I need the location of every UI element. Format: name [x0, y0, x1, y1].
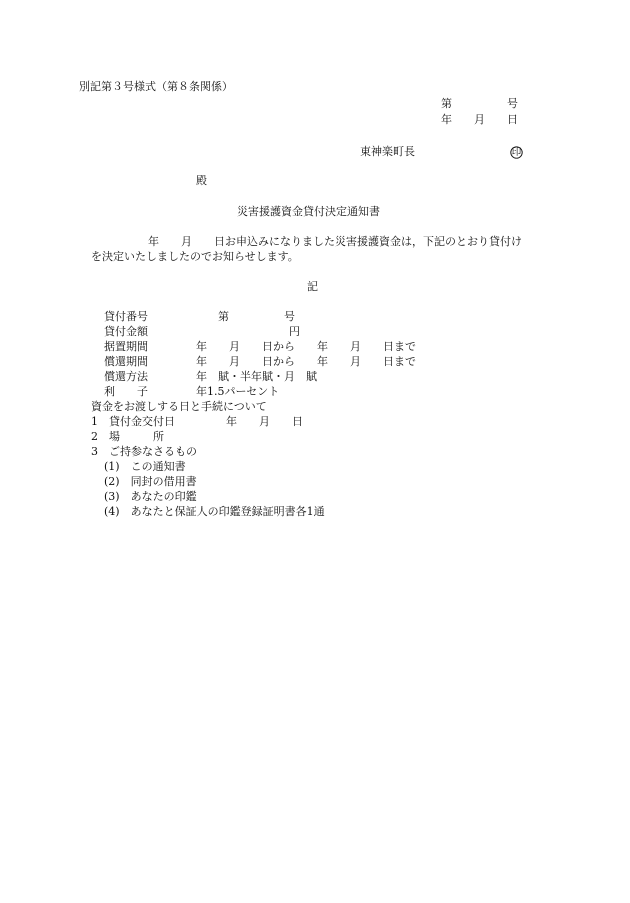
body-line-1: 年 月 日お申込みになりました災害援護資金は，下記のとおり貸付け — [148, 235, 522, 248]
addressee-suffix: 殿 — [196, 174, 207, 187]
document-title: 災害援護資金貸付決定通知書 — [237, 205, 380, 218]
document-date: 年 月 日 — [441, 113, 518, 126]
delivery-date-label: 1 貸付金交付日 — [91, 415, 175, 428]
item-grace-period-value: 年 月 日から 年 月 日まで — [196, 340, 416, 353]
body-line-2: を決定いたしましたのでお知らせします。 — [91, 250, 299, 263]
seal-mark: 印 — [511, 147, 522, 158]
item-repayment-period-value: 年 月 日から 年 月 日まで — [196, 355, 416, 368]
item-repayment-method-value: 年 賦・半年賦・月 賦 — [196, 370, 317, 383]
bring-items-heading: 3 ご持参なさるもの — [91, 445, 197, 458]
delivery-date-value: 年 月 日 — [226, 415, 303, 428]
item-interest-label: 利 子 — [104, 385, 148, 398]
item-repayment-method-label: 償還方法 — [104, 370, 148, 383]
item-loan-amount-value: 円 — [289, 325, 300, 338]
form-label: 別記第３号様式（第８条関係） — [79, 80, 233, 93]
item-interest-value: 年1.5パーセント — [196, 385, 280, 398]
bring-item: (3) あなたの印鑑 — [104, 490, 197, 503]
bring-item: (1) この通知書 — [104, 460, 186, 473]
item-loan-amount-label: 貸付金額 — [104, 325, 148, 338]
document-number: 第 号 — [441, 97, 518, 110]
delivery-place-label: 2 場 所 — [91, 430, 164, 443]
bring-item: (2) 同封の借用書 — [104, 475, 197, 488]
issuer: 東神楽町長 — [360, 145, 415, 158]
bring-item: (4) あなたと保証人の印鑑登録証明書各1通 — [104, 505, 325, 518]
item-loan-number-label: 貸付番号 — [104, 310, 148, 323]
delivery-heading: 資金をお渡しする日と手続について — [91, 400, 267, 413]
item-repayment-period-label: 償還期間 — [104, 355, 148, 368]
item-grace-period-label: 据置期間 — [104, 340, 148, 353]
item-loan-number-value: 第 号 — [218, 310, 295, 323]
ki-heading: 記 — [307, 280, 318, 293]
